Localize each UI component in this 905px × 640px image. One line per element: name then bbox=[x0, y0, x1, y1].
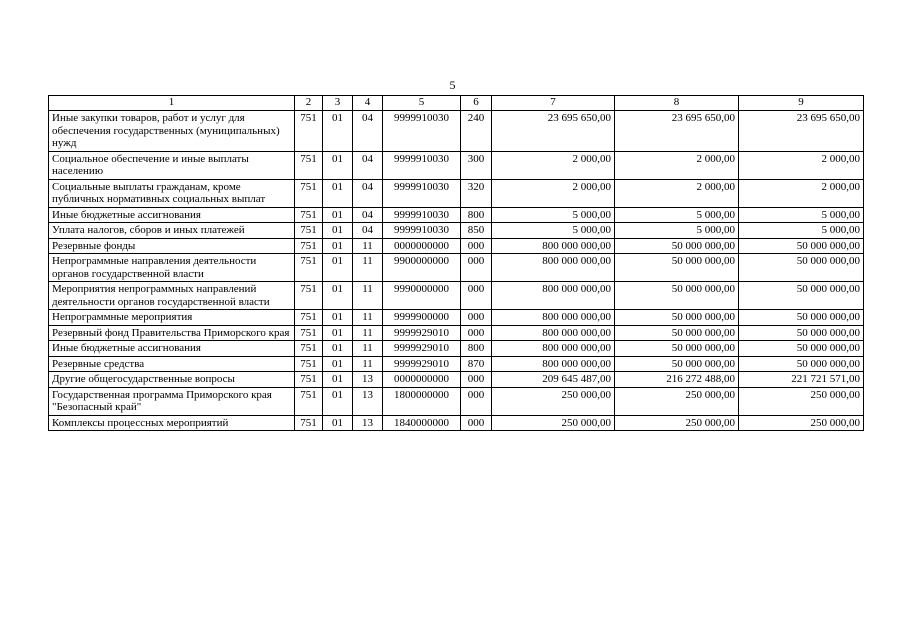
expense-type-code: 000 bbox=[461, 387, 492, 415]
row-name: Непрограммные мероприятия bbox=[49, 310, 295, 326]
section-code: 01 bbox=[323, 310, 353, 326]
subsection-code: 13 bbox=[353, 372, 383, 388]
expense-type-code: 800 bbox=[461, 341, 492, 357]
target-article-code: 9999929010 bbox=[383, 356, 461, 372]
expense-type-code: 000 bbox=[461, 254, 492, 282]
section-code: 01 bbox=[323, 151, 353, 179]
subsection-code: 04 bbox=[353, 223, 383, 239]
expense-type-code: 000 bbox=[461, 325, 492, 341]
amount-col-9: 50 000 000,00 bbox=[739, 282, 864, 310]
amount-col-9: 250 000,00 bbox=[739, 387, 864, 415]
amount-col-9: 50 000 000,00 bbox=[739, 254, 864, 282]
ministry-code: 751 bbox=[295, 151, 323, 179]
amount-col-8: 50 000 000,00 bbox=[615, 310, 739, 326]
amount-col-9: 2 000,00 bbox=[739, 179, 864, 207]
subsection-code: 04 bbox=[353, 207, 383, 223]
target-article-code: 9999910030 bbox=[383, 111, 461, 152]
amount-col-8: 23 695 650,00 bbox=[615, 111, 739, 152]
amount-col-8: 50 000 000,00 bbox=[615, 341, 739, 357]
target-article-code: 9999900000 bbox=[383, 310, 461, 326]
table-row bbox=[49, 207, 864, 223]
table-row bbox=[49, 372, 864, 388]
expense-type-code: 850 bbox=[461, 223, 492, 239]
table-row bbox=[49, 325, 864, 341]
table-row bbox=[49, 254, 864, 282]
amount-col-9: 250 000,00 bbox=[739, 415, 864, 431]
section-code: 01 bbox=[323, 325, 353, 341]
expense-type-code: 000 bbox=[461, 415, 492, 431]
target-article-code: 9999910030 bbox=[383, 207, 461, 223]
row-name: Другие общегосударственные вопросы bbox=[49, 372, 295, 388]
amount-col-7: 800 000 000,00 bbox=[492, 310, 615, 326]
target-article-code: 0000000000 bbox=[383, 372, 461, 388]
table-row bbox=[49, 415, 864, 431]
amount-col-8: 250 000,00 bbox=[615, 415, 739, 431]
ministry-code: 751 bbox=[295, 387, 323, 415]
section-code: 01 bbox=[323, 282, 353, 310]
amount-col-7: 250 000,00 bbox=[492, 415, 615, 431]
table-row bbox=[49, 179, 864, 207]
ministry-code: 751 bbox=[295, 223, 323, 239]
row-name: Государственная программа Приморского края "Безопасный край" bbox=[49, 387, 295, 415]
subsection-code: 11 bbox=[353, 310, 383, 326]
amount-col-7: 5 000,00 bbox=[492, 223, 615, 239]
amount-col-8: 50 000 000,00 bbox=[615, 356, 739, 372]
subsection-code: 11 bbox=[353, 356, 383, 372]
row-name: Социальные выплаты гражданам, кроме публичных нормативных социальных выплат bbox=[49, 179, 295, 207]
table-row bbox=[49, 238, 864, 254]
row-name: Резервные средства bbox=[49, 356, 295, 372]
amount-col-9: 50 000 000,00 bbox=[739, 310, 864, 326]
section-code: 01 bbox=[323, 238, 353, 254]
amount-col-7: 800 000 000,00 bbox=[492, 341, 615, 357]
row-name: Уплата налогов, сборов и иных платежей bbox=[49, 223, 295, 239]
table-row bbox=[49, 310, 864, 326]
amount-col-7: 250 000,00 bbox=[492, 387, 615, 415]
amount-col-8: 2 000,00 bbox=[615, 151, 739, 179]
column-header: 3 bbox=[323, 96, 353, 111]
target-article-code: 9999910030 bbox=[383, 223, 461, 239]
ministry-code: 751 bbox=[295, 341, 323, 357]
amount-col-8: 5 000,00 bbox=[615, 223, 739, 239]
subsection-code: 11 bbox=[353, 325, 383, 341]
subsection-code: 13 bbox=[353, 415, 383, 431]
table-row bbox=[49, 111, 864, 152]
target-article-code: 0000000000 bbox=[383, 238, 461, 254]
budget-table bbox=[48, 95, 864, 431]
expense-type-code: 240 bbox=[461, 111, 492, 152]
subsection-code: 11 bbox=[353, 282, 383, 310]
column-header: 2 bbox=[295, 96, 323, 111]
header-row bbox=[49, 96, 864, 111]
amount-col-9: 50 000 000,00 bbox=[739, 341, 864, 357]
expense-type-code: 000 bbox=[461, 238, 492, 254]
column-header: 5 bbox=[383, 96, 461, 111]
row-name: Непрограммные направления деятельности органов государственной власти bbox=[49, 254, 295, 282]
amount-col-7: 800 000 000,00 bbox=[492, 282, 615, 310]
row-name: Иные закупки товаров, работ и услуг для обеспечения государственных (муниципальных) нужд bbox=[49, 111, 295, 152]
column-header: 7 bbox=[492, 96, 615, 111]
amount-col-7: 23 695 650,00 bbox=[492, 111, 615, 152]
amount-col-8: 50 000 000,00 bbox=[615, 238, 739, 254]
amount-col-8: 5 000,00 bbox=[615, 207, 739, 223]
amount-col-7: 209 645 487,00 bbox=[492, 372, 615, 388]
ministry-code: 751 bbox=[295, 207, 323, 223]
amount-col-9: 50 000 000,00 bbox=[739, 356, 864, 372]
expense-type-code: 000 bbox=[461, 372, 492, 388]
amount-col-7: 800 000 000,00 bbox=[492, 325, 615, 341]
section-code: 01 bbox=[323, 207, 353, 223]
ministry-code: 751 bbox=[295, 254, 323, 282]
amount-col-8: 50 000 000,00 bbox=[615, 282, 739, 310]
target-article-code: 9900000000 bbox=[383, 254, 461, 282]
table-row bbox=[49, 341, 864, 357]
ministry-code: 751 bbox=[295, 111, 323, 152]
amount-col-9: 50 000 000,00 bbox=[739, 325, 864, 341]
row-name: Комплексы процессных мероприятий bbox=[49, 415, 295, 431]
row-name: Социальное обеспечение и иные выплаты населению bbox=[49, 151, 295, 179]
target-article-code: 9990000000 bbox=[383, 282, 461, 310]
section-code: 01 bbox=[323, 415, 353, 431]
expense-type-code: 000 bbox=[461, 282, 492, 310]
ministry-code: 751 bbox=[295, 238, 323, 254]
table-row bbox=[49, 151, 864, 179]
subsection-code: 04 bbox=[353, 179, 383, 207]
ministry-code: 751 bbox=[295, 310, 323, 326]
column-header: 4 bbox=[353, 96, 383, 111]
ministry-code: 751 bbox=[295, 356, 323, 372]
subsection-code: 13 bbox=[353, 387, 383, 415]
row-name: Иные бюджетные ассигнования bbox=[49, 341, 295, 357]
column-header: 9 bbox=[739, 96, 864, 111]
amount-col-9: 2 000,00 bbox=[739, 151, 864, 179]
section-code: 01 bbox=[323, 179, 353, 207]
amount-col-8: 250 000,00 bbox=[615, 387, 739, 415]
subsection-code: 11 bbox=[353, 341, 383, 357]
target-article-code: 1800000000 bbox=[383, 387, 461, 415]
amount-col-8: 50 000 000,00 bbox=[615, 325, 739, 341]
expense-type-code: 000 bbox=[461, 310, 492, 326]
column-header: 1 bbox=[49, 96, 295, 111]
section-code: 01 bbox=[323, 223, 353, 239]
amount-col-7: 800 000 000,00 bbox=[492, 238, 615, 254]
amount-col-8: 2 000,00 bbox=[615, 179, 739, 207]
page-number: 5 bbox=[449, 78, 456, 92]
amount-col-7: 800 000 000,00 bbox=[492, 356, 615, 372]
target-article-code: 9999910030 bbox=[383, 179, 461, 207]
column-header: 6 bbox=[461, 96, 492, 111]
amount-col-9: 5 000,00 bbox=[739, 223, 864, 239]
amount-col-7: 2 000,00 bbox=[492, 151, 615, 179]
section-code: 01 bbox=[323, 356, 353, 372]
amount-col-9: 221 721 571,00 bbox=[739, 372, 864, 388]
ministry-code: 751 bbox=[295, 282, 323, 310]
expense-type-code: 870 bbox=[461, 356, 492, 372]
ministry-code: 751 bbox=[295, 372, 323, 388]
ministry-code: 751 bbox=[295, 179, 323, 207]
target-article-code: 9999910030 bbox=[383, 151, 461, 179]
amount-col-9: 50 000 000,00 bbox=[739, 238, 864, 254]
subsection-code: 11 bbox=[353, 254, 383, 282]
table-row bbox=[49, 387, 864, 415]
table-row bbox=[49, 223, 864, 239]
target-article-code: 9999929010 bbox=[383, 325, 461, 341]
ministry-code: 751 bbox=[295, 415, 323, 431]
section-code: 01 bbox=[323, 387, 353, 415]
amount-col-9: 23 695 650,00 bbox=[739, 111, 864, 152]
ministry-code: 751 bbox=[295, 325, 323, 341]
section-code: 01 bbox=[323, 254, 353, 282]
expense-type-code: 800 bbox=[461, 207, 492, 223]
section-code: 01 bbox=[323, 372, 353, 388]
expense-type-code: 320 bbox=[461, 179, 492, 207]
row-name: Резервные фонды bbox=[49, 238, 295, 254]
amount-col-8: 50 000 000,00 bbox=[615, 254, 739, 282]
section-code: 01 bbox=[323, 341, 353, 357]
amount-col-8: 216 272 488,00 bbox=[615, 372, 739, 388]
table-row bbox=[49, 356, 864, 372]
target-article-code: 1840000000 bbox=[383, 415, 461, 431]
amount-col-7: 2 000,00 bbox=[492, 179, 615, 207]
column-header: 8 bbox=[615, 96, 739, 111]
subsection-code: 04 bbox=[353, 111, 383, 152]
amount-col-7: 800 000 000,00 bbox=[492, 254, 615, 282]
expense-type-code: 300 bbox=[461, 151, 492, 179]
section-code: 01 bbox=[323, 111, 353, 152]
row-name: Мероприятия непрограммных направлений деятельности органов государственной власти bbox=[49, 282, 295, 310]
subsection-code: 04 bbox=[353, 151, 383, 179]
table-row bbox=[49, 282, 864, 310]
row-name: Иные бюджетные ассигнования bbox=[49, 207, 295, 223]
row-name: Резервный фонд Правительства Приморского края bbox=[49, 325, 295, 341]
amount-col-9: 5 000,00 bbox=[739, 207, 864, 223]
subsection-code: 11 bbox=[353, 238, 383, 254]
amount-col-7: 5 000,00 bbox=[492, 207, 615, 223]
target-article-code: 9999929010 bbox=[383, 341, 461, 357]
